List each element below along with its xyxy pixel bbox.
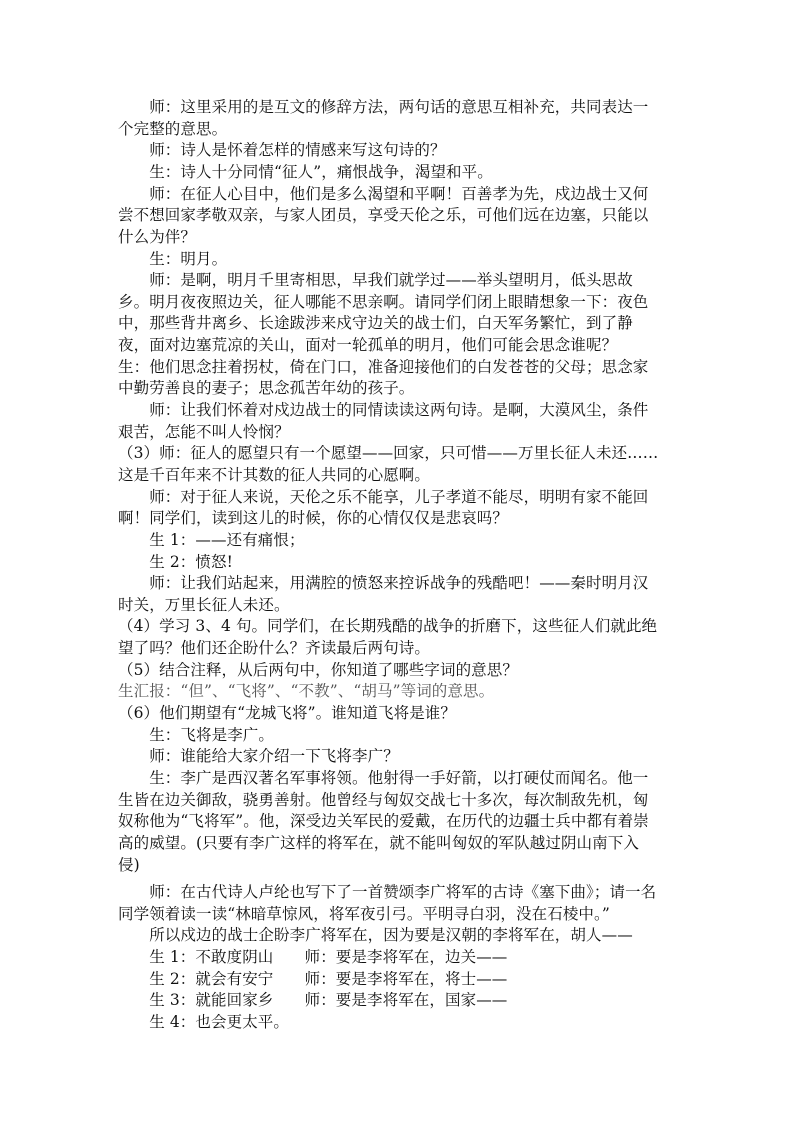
paragraph-line: 生 3：就能回家乡 师：要是李将军在，国家—— — [118, 991, 508, 1009]
paragraph-line: 生 2：就会有安宁 师：要是李将军在，将士—— — [118, 970, 508, 988]
paragraph-line: 生 1：——还有痛恨； — [118, 531, 305, 549]
paragraph-line: 生：李广是西汉著名军事将领。他射得一手好箭，以打硬仗而闻名。他一 — [118, 769, 649, 787]
paragraph-line: 生 2：愤怒! — [118, 553, 233, 571]
paragraph-line: 师：让我们怀着对戍边战士的同情读读这两句诗。是啊，大漠风尘，条件 — [118, 401, 649, 419]
paragraph-line: 生：他们思念拄着拐杖，倚在门口，准备迎接他们的白发苍苍的父母；思念家 — [118, 358, 649, 376]
paragraph-line: 高的威望。(只要有李广这样的将军在，就不能叫匈奴的军队越过阴山南下入 — [118, 834, 639, 852]
paragraph-line: 乡。明月夜夜照边关，征人哪能不思亲啊。请同学们闭上眼睛想象一下：夜色 — [118, 293, 649, 311]
paragraph-line: 生：诗人十分同情“征人”，痛恨战争，渴望和平。 — [118, 163, 493, 181]
paragraph-line: 师：诗人是怀着怎样的情感来写这句诗的？ — [118, 141, 446, 159]
paragraph-line: 中，那些背井离乡、长途跋涉来戍守边关的战士们，白天军务繁忙，到了静 — [118, 314, 633, 332]
paragraph-line: 艰苦，怎能不叫人怜悯？ — [118, 423, 290, 441]
paragraph-line: （3）师：征人的愿望只有一个愿望——回家，只可惜——万里长征人未还…… — [118, 444, 659, 462]
paragraph-line: 生：飞将是李广。 — [118, 726, 275, 744]
paragraph-line: 生 4：也会更太平。 — [118, 1013, 289, 1031]
paragraph-line: 师：是啊，明月千里寄相思，早我们就学过——举头望明月，低头思故 — [118, 271, 633, 289]
paragraph-line: 奴称他为“飞将军”。他，深受边关军民的爱戴，在历代的边疆士兵中都有着崇 — [118, 812, 649, 830]
paragraph-line: 师：在古代诗人卢纶也写下了一首赞颂李广将军的古诗《塞下曲》；请一名 — [118, 883, 657, 901]
paragraph-line: 望了吗？他们还企盼什么？齐读最后两句诗。 — [118, 639, 431, 657]
paragraph-line: 师：在征人心目中，他们是多么渴望和平啊！百善孝为先，戍边战士又何 — [118, 185, 649, 203]
paragraph-line: 侵) — [118, 856, 140, 874]
paragraph-line: （4）学习 3、4 句。同学们，在长期残酷的战争的折磨下，这些征人们就此绝 — [118, 617, 658, 635]
paragraph-line: 生：明月。 — [118, 250, 228, 268]
paragraph-line: 个完整的意思。 — [118, 120, 228, 138]
paragraph-line: 这是千百年来不计其数的征人共同的心愿啊。 — [118, 466, 431, 484]
paragraph-line: 所以戍边的战士企盼李广将军在，因为要是汉朝的李将军在，胡人—— — [118, 926, 633, 944]
paragraph-line: （5）结合注释，从后两句中，你知道了哪些字词的意思？ — [118, 661, 518, 679]
paragraph-line: 生 1：不敢度阴山 师：要是李将军在，边关—— — [118, 948, 508, 966]
paragraph-line: 生汇报：“但”、“飞将”、“不教”、“胡马”等词的意思。 — [118, 682, 495, 700]
paragraph-line: 师：谁能给大家介绍一下飞将李广？ — [118, 747, 399, 765]
paragraph-line: 什么为伴？ — [118, 228, 197, 246]
paragraph-line: 尝不想回家孝敬双亲，与家人团员，享受天伦之乐，可他们远在边塞，只能以 — [118, 206, 649, 224]
paragraph-line: 夜，面对边塞荒凉的关山，面对一轮孤单的明月，他们可能会思念谁呢？ — [118, 336, 618, 354]
paragraph-line: 中勤劳善良的妻子；思念孤苦年幼的孩子。 — [118, 379, 415, 397]
paragraph-line: 师：这里采用的是互文的修辞方法，两句话的意思互相补充，共同表达一 — [118, 98, 649, 116]
paragraph-line: 同学领着读一读“林暗草惊风，将军夜引弓。平明寻白羽，没在石棱中。” — [118, 905, 610, 923]
paragraph-line: 师：对于征人来说，天伦之乐不能享，儿子孝道不能尽，明明有家不能回 — [118, 488, 649, 506]
paragraph-line: （6）他们期望有“龙城飞将”。谁知道飞将是谁？ — [118, 704, 457, 722]
paragraph-line: 师：让我们站起来，用满腔的愤怒来控诉战争的残酷吧！——秦时明月汉 — [118, 574, 649, 592]
paragraph-line: 生皆在边关御敌，骁勇善射。他曾经与匈奴交战七十多次，每次制敌先机，匈 — [118, 791, 649, 809]
paragraph-line: 时关，万里长征人未还。 — [118, 596, 290, 614]
paragraph-line: 啊！同学们，读到这儿的时候，你的心情仅仅是悲哀吗？ — [118, 509, 509, 527]
